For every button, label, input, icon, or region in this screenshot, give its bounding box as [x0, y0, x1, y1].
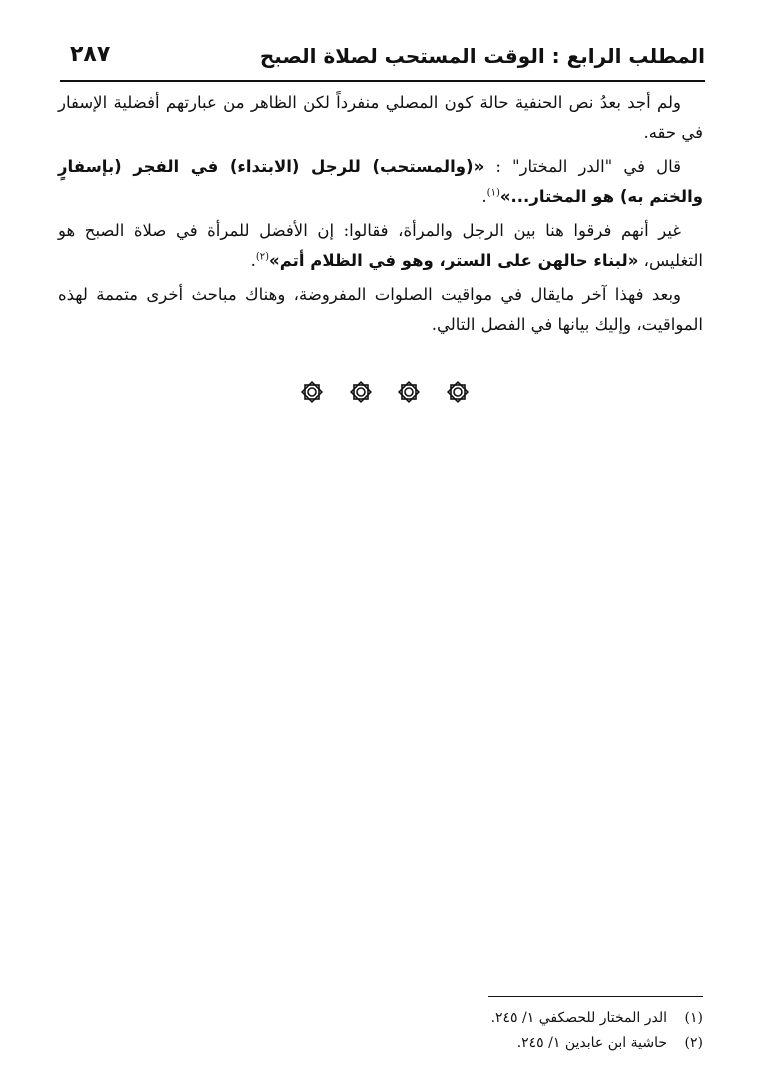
page-number: ٢٨٧	[70, 42, 111, 67]
paragraph-2-lead: قال في "الدر المختار" :	[484, 157, 681, 176]
octagram-ornament-icon	[300, 380, 324, 404]
section-title: المطلب الرابع : الوقت المستحب لصلاة الصبح	[259, 44, 705, 68]
paragraph-3-quote: «لبناء حالهن على الستر، وهو في الظلام أتم»	[269, 251, 639, 270]
paragraph-2-quote: «(والمستحب) للرجل (الابتداء) في الفجر (بإسفارٍ والختم به) هو المختار...»	[58, 157, 703, 206]
octagram-ornament-icon	[446, 380, 470, 404]
octagram-ornament-icon	[397, 380, 421, 404]
footnote-ref-1[interactable]: (١)	[486, 187, 500, 199]
footnote-text: حاشية ابن عابدين ١/ ٢٤٥.	[516, 1035, 667, 1051]
footnote-1	[400, 1006, 703, 1031]
footnote-ref-2[interactable]: (٢)	[255, 251, 270, 263]
paragraph-3	[58, 216, 703, 276]
paragraph-2-end: .	[481, 187, 487, 206]
footnote-2	[400, 1031, 703, 1056]
header-divider	[60, 80, 705, 82]
footnote-number: (٢)	[684, 1035, 703, 1051]
footnote-number: (١)	[684, 1010, 703, 1026]
footnote-text: الدر المختار للحصكفي ١/ ٢٤٥.	[490, 1010, 667, 1026]
paragraph-3-end: .	[250, 251, 256, 270]
paragraph-1: ولم أجد بعدُ نص الحنفية حالة كون المصلي منفرداً لكن الظاهر من عبارتهم أفضلية الإسفار في حقه.	[58, 93, 703, 142]
footnotes	[400, 1006, 703, 1056]
footnote-divider	[488, 996, 703, 997]
paragraph-3-lead: غير أنهم فرقوا هنا بين الرجل والمرأة، فقالوا: إن الأفضل للمرأة في صلاة الصبح هو التغليس،	[58, 221, 703, 270]
main-text	[58, 88, 703, 344]
octagram-ornament-icon	[349, 380, 373, 404]
paragraph-2	[58, 152, 703, 212]
section-end-ornaments	[300, 379, 470, 405]
paragraph-4: وبعد فهذا آخر مايقال في مواقيت الصلوات المفروضة، وهناك مباحث أخرى متممة لهذه المواقيت، وإليك بيانها في الفصل التالي.	[58, 285, 703, 334]
running-header	[60, 42, 705, 78]
